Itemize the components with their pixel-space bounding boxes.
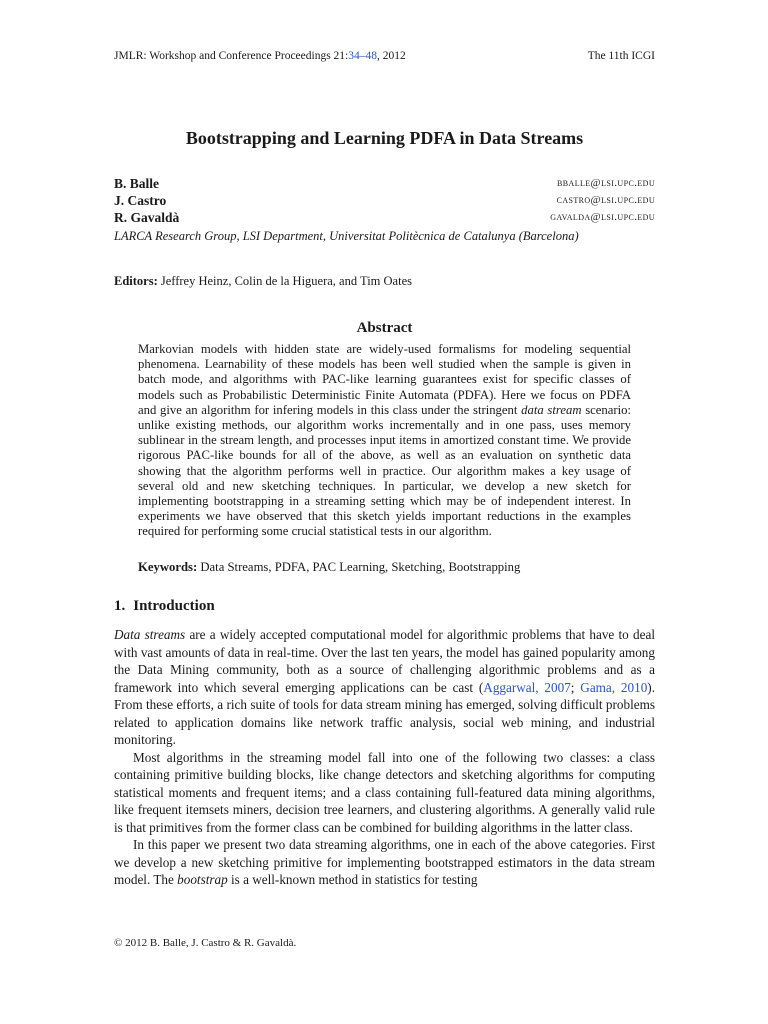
paragraph: Data streams are a widely accepted computational model for algorithmic problems that have to deal with vast amounts of data in real-time. Over the last ten years, the model has gained popularity among the Data Mining community, both as a source of challenging algorithmic problems and as a framework into which several emerging applications can be cast (Aggarwal, 2007; Gama, 2010). From these efforts, a rich suite of tools for data stream mining has emerged, solving difficult problems related to application domains like network traffic analysis, social web mining, and industrial monitoring.	[114, 627, 655, 747]
citation-link[interactable]: Gama, 2010	[580, 679, 648, 695]
editors-names: Jeffrey Heinz, Colin de la Higuera, and Tim Oates	[160, 274, 412, 288]
editors-label: Editors:	[114, 274, 158, 288]
author-email: bballe@lsi.upc.edu	[557, 177, 655, 189]
affiliation: LARCA Research Group, LSI Department, Universitat Politècnica de Catalunya (Barcelona)	[114, 229, 579, 243]
paragraph: In this paper we present two data streaming algorithms, one in each of the above categories. First we develop a new sketching primitive for implementing bootstrapped estimators in the data stream model. The bootstrap is a well-known method in statistics for testing	[114, 837, 655, 887]
section-title: Introduction	[133, 598, 215, 614]
author-name: J. Castro	[114, 193, 167, 208]
paragraph: Most algorithms in the streaming model fall into one of the following two classes: a class containing primitive building blocks, like change detectors and sketching algorithms for computing statistical moments and frequent items; and a class containing full-featured data mining algorithms, like frequent itemsets miners, decision tree learners, and clustering algorithms. A generally valid rule is that primitives from the former class can be combined for building algorithms in the latter class.	[114, 749, 655, 835]
abstract-text: Markovian models with hidden state are widely-used formalisms for modeling sequential phenomena. Learnability of these models has been well studied when the sample is given in batch mode, and algorithms with PAC-like learning guarantees exist for specific classes of models such as Probabilistic Deterministic Finite Automata (PDFA). Here we focus on PDFA and give an algorithm for infering models in this class under the stringent data stream scenario: unlike existing methods, our algorithm works incrementally and in one pass, uses memory sublinear in the stream length, and processes input items in amortized constant time. We provide rigorous PAC-like bounds for all of the above, as well as an evaluation on synthetic data showing that the algorithm performs well in practice. Our algorithm makes a key usage of several old and new sketching techniques. In particular, we develop a new sketch for implementing bootstrapping in a streaming setting which may be of independent interest. In experiments we have observed that this sketch yields important reductions in the examples required for performing some crucial statistical tests in our algorithm.	[138, 342, 632, 539]
venue: The 11th ICGI	[587, 50, 655, 62]
author-email: castro@lsi.upc.edu	[556, 194, 655, 206]
section-body	[114, 626, 655, 889]
paper-title: Bootstrapping and Learning PDFA in Data Streams	[185, 128, 584, 148]
pages-link[interactable]: 34–48	[348, 50, 378, 62]
author-row	[114, 176, 655, 192]
running-header	[114, 50, 655, 66]
author-row	[114, 210, 655, 226]
author-name: B. Balle	[114, 176, 160, 191]
journal-info: JMLR: Workshop and Conference Proceedings 21:34–48, 2012	[114, 50, 406, 62]
citation-link[interactable]: Aggarwal, 2007	[483, 679, 571, 695]
keywords-line	[138, 560, 631, 575]
copyright-footer: © 2012 B. Balle, J. Castro & R. Gavaldà.	[114, 937, 297, 949]
author-row	[114, 193, 655, 209]
author-email: gavalda@lsi.upc.edu	[550, 211, 655, 223]
editors-line	[114, 274, 655, 289]
keywords-label: Keywords:	[138, 560, 198, 574]
abstract-heading: Abstract	[356, 320, 413, 336]
section-number: 1.	[114, 598, 126, 614]
author-name: R. Gavaldà	[114, 210, 180, 225]
keywords-list: Data Streams, PDFA, PAC Learning, Sketching, Bootstrapping	[200, 560, 521, 574]
section-heading	[114, 598, 215, 615]
